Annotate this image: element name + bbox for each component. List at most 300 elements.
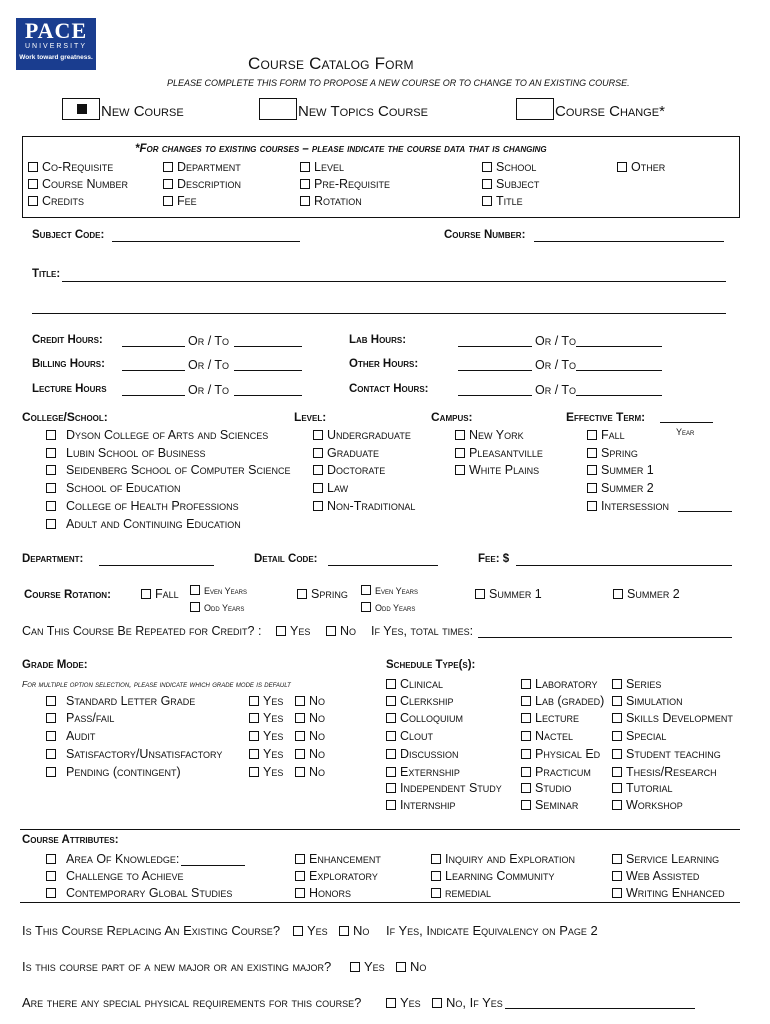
checkbox-icon (46, 854, 56, 864)
checkbox-icon (28, 162, 38, 172)
repeat-times-label: If Yes, total times: (371, 624, 474, 638)
schedule-discussion[interactable] (386, 747, 459, 761)
other-hours-label: Other Hours: (349, 358, 419, 370)
lecture-hours-to-field[interactable] (234, 395, 302, 396)
checkbox-icon (350, 962, 360, 972)
checkbox-icon (612, 854, 622, 864)
other-hours-field[interactable] (458, 370, 532, 371)
option-label: Yes (290, 624, 311, 638)
attr-writing-enhanced[interactable] (612, 886, 725, 900)
checkbox-icon (46, 731, 56, 741)
checkbox-icon (28, 179, 38, 189)
attr-service-learning[interactable] (612, 852, 719, 866)
checkbox-icon (295, 767, 305, 777)
option-label: Series (626, 677, 662, 691)
schedule-internship[interactable] (386, 798, 455, 812)
checkbox-icon (46, 430, 56, 440)
checkbox-icon (313, 448, 323, 458)
grade-pending-no[interactable] (295, 765, 325, 779)
grade-satisfactory-yes[interactable] (249, 747, 283, 761)
schedule-thesis-research[interactable] (612, 765, 717, 779)
schedule-series[interactable] (612, 677, 661, 691)
checkbox-icon (455, 430, 465, 440)
option-label: Title (496, 194, 523, 208)
grade-pending-yes[interactable] (249, 765, 283, 779)
option-label: Enhancement (309, 852, 381, 866)
checkbox-icon (521, 783, 531, 793)
course-number-field[interactable] (534, 241, 724, 242)
checkbox-icon (482, 179, 492, 189)
option-label: Special (626, 729, 667, 743)
schedule-skills-development[interactable] (612, 711, 733, 725)
option-label: Pre-Requisite (314, 177, 391, 191)
checkbox-icon (386, 713, 396, 723)
option-label: Inquiry and Exploration (445, 852, 575, 866)
schedule-externship[interactable] (386, 765, 460, 779)
term-intersession[interactable] (587, 499, 669, 513)
checkbox-icon (249, 749, 259, 759)
fee-field[interactable] (516, 565, 732, 566)
intersession-field[interactable] (678, 511, 732, 512)
college-education[interactable] (46, 481, 180, 495)
attr-enhancement[interactable] (295, 852, 381, 866)
college-dyson[interactable] (46, 428, 268, 442)
checkbox-icon (300, 162, 310, 172)
repeat-no[interactable] (326, 624, 356, 638)
checkbox-icon (521, 731, 531, 741)
change-subject[interactable] (482, 177, 539, 191)
college-lubin[interactable] (46, 446, 206, 460)
option-label: Writing Enhanced (626, 886, 725, 900)
checkbox-icon (587, 501, 597, 511)
option-label: No (340, 624, 357, 638)
option-label: No (309, 694, 326, 708)
option-label: Contemporary Global Studies (66, 886, 233, 900)
option-label: Undergraduate (327, 428, 411, 442)
checkbox-icon (361, 585, 371, 595)
change-rotation[interactable] (300, 194, 362, 208)
lab-hours-to-field[interactable] (576, 346, 662, 347)
term-spring[interactable] (587, 446, 638, 460)
grade-pass-yes[interactable] (249, 711, 283, 725)
checkbox-icon (431, 871, 441, 881)
area-of-knowledge-field[interactable] (181, 865, 245, 866)
option-label: Pass/fail (66, 711, 115, 725)
new-course-label: New Course (101, 103, 184, 120)
option-label: Clerkship (400, 694, 454, 708)
schedule-clerkship[interactable] (386, 694, 454, 708)
checkbox-icon (295, 888, 305, 898)
attr-exploratory[interactable] (295, 869, 378, 883)
checkbox-icon (613, 589, 623, 599)
option-label: Audit (66, 729, 96, 743)
checkbox-icon (386, 696, 396, 706)
checkbox-icon (386, 800, 396, 810)
attr-challenge-to-achieve[interactable] (46, 869, 183, 883)
checkbox-icon (431, 888, 441, 898)
checkbox-icon (46, 713, 56, 723)
option-label: Pending (contingent) (66, 765, 181, 779)
checkbox-icon (46, 483, 56, 493)
checkbox-icon (295, 713, 305, 723)
attr-learning-community[interactable] (431, 869, 554, 883)
grade-satisfactory[interactable] (46, 747, 222, 761)
grade-standard-no[interactable] (295, 694, 325, 708)
option-label: Yes (263, 711, 284, 725)
option-label: School of Education (66, 481, 181, 495)
checkbox-icon (313, 430, 323, 440)
lab-hours-label: Lab Hours: (349, 334, 407, 346)
page-subtitle: PLEASE COMPLETE THIS FORM TO PROPOSE A NEW COURSE OR TO CHANGE TO AN EXISTING COURSE. (167, 78, 630, 88)
repeat-yes[interactable] (276, 624, 310, 638)
grade-mode-note: For multiple option selection, please indicate which grade mode is default (22, 679, 291, 689)
checkbox-icon (46, 448, 56, 458)
replacing-no[interactable] (339, 923, 369, 938)
course-attributes-label: Course Attributes: (22, 834, 119, 846)
replacing-course-question: Is This Course Replacing An Existing Course? (22, 923, 281, 938)
option-label: Practicum (535, 765, 591, 779)
campus-white-plains[interactable] (455, 463, 539, 477)
replacing-yes[interactable] (293, 923, 328, 938)
logo-wordmark: PACE (24, 18, 88, 43)
logo-university: UNIVERSITY (24, 43, 87, 50)
checkbox-icon (612, 696, 622, 706)
campus-label: Campus: (431, 410, 473, 424)
checkbox-icon (190, 602, 200, 612)
level-undergraduate[interactable] (313, 428, 411, 442)
schedule-studio[interactable] (521, 781, 571, 795)
option-label: Tutorial (626, 781, 673, 795)
checkbox-icon (521, 749, 531, 759)
option-label: Yes (400, 995, 421, 1010)
campus-new-york[interactable] (455, 428, 524, 442)
grade-standard-yes[interactable] (249, 694, 283, 708)
schedule-independent-study[interactable] (386, 781, 502, 795)
option-label: Intersession (601, 499, 669, 513)
checkbox-icon (396, 962, 406, 972)
change-credits[interactable] (28, 194, 84, 208)
subject-code-field[interactable] (112, 241, 300, 242)
department-field[interactable] (99, 565, 214, 566)
option-label: Course Number (42, 177, 129, 191)
course-change-checkbox[interactable] (516, 98, 554, 120)
option-label: Studio (535, 781, 572, 795)
rotation-spring-odd[interactable] (361, 602, 415, 613)
option-label: Colloquium (400, 711, 464, 725)
checkbox-icon (587, 430, 597, 440)
checkbox-icon (386, 679, 396, 689)
physical-no[interactable] (432, 995, 503, 1010)
schedule-special[interactable] (612, 729, 666, 743)
checkbox-icon (386, 783, 396, 793)
or-to-label: Or / To (188, 334, 230, 348)
attr-remedial[interactable] (431, 886, 491, 900)
option-label: Rotation (314, 194, 362, 208)
rotation-fall[interactable] (141, 587, 179, 601)
or-to-label: Or / To (535, 334, 577, 348)
option-label: Thesis/Research (626, 765, 717, 779)
option-label: School (496, 160, 537, 174)
other-hours-to-field[interactable] (576, 370, 662, 371)
checkbox-icon (46, 501, 56, 511)
level-non-traditional[interactable] (313, 499, 415, 513)
title-field-line2[interactable] (32, 313, 726, 314)
schedule-tutorial[interactable] (612, 781, 672, 795)
rotation-spring-even[interactable] (361, 585, 418, 596)
billing-hours-to-field[interactable] (234, 370, 302, 371)
attr-web-assisted[interactable] (612, 869, 699, 883)
schedule-physical-ed[interactable] (521, 747, 600, 761)
major-no[interactable] (396, 959, 426, 974)
option-label: Externship (400, 765, 460, 779)
schedule-student-teaching[interactable] (612, 747, 721, 761)
major-question: Is this course part of a new major or an existing major? (22, 959, 332, 974)
option-label: Summer 2 (601, 481, 654, 495)
change-fee[interactable] (163, 194, 197, 208)
attr-inquiry-exploration[interactable] (431, 852, 575, 866)
checkbox-icon (617, 162, 627, 172)
checkbox-icon (297, 589, 307, 599)
option-label: Yes (307, 923, 328, 938)
option-label: Even Years (375, 586, 419, 596)
change-course-number[interactable] (28, 177, 128, 191)
change-department[interactable] (163, 160, 241, 174)
level-graduate[interactable] (313, 446, 379, 460)
college-health[interactable] (46, 499, 239, 513)
checkbox-icon (46, 696, 56, 706)
detail-code-label: Detail Code: (254, 553, 318, 565)
campus-pleasantville[interactable] (455, 446, 543, 460)
changes-header: *For changes to existing courses – please indicate the course data that is changing (135, 143, 547, 155)
schedule-colloquium[interactable] (386, 711, 463, 725)
level-label: Level: (294, 410, 327, 424)
schedule-simulation[interactable] (612, 694, 683, 708)
attributes-divider-top (20, 829, 740, 830)
rotation-spring[interactable] (297, 587, 348, 601)
checkbox-icon (587, 483, 597, 493)
option-label: Skills Development (626, 711, 733, 725)
option-label: Simulation (626, 694, 683, 708)
new-course-checkbox[interactable] (62, 98, 100, 120)
option-label: Exploratory (309, 869, 378, 883)
effective-term-field[interactable] (660, 422, 713, 423)
option-label: Fall (155, 587, 179, 601)
credit-hours-to-field[interactable] (234, 346, 302, 347)
checkbox-icon (249, 731, 259, 741)
checkbox-icon (612, 800, 622, 810)
schedule-practicum[interactable] (521, 765, 591, 779)
college-label: College/School: (22, 410, 108, 424)
level-doctorate[interactable] (313, 463, 385, 477)
credit-hours-field[interactable] (122, 346, 185, 347)
college-seidenberg[interactable] (46, 463, 290, 477)
physical-yes[interactable] (386, 995, 421, 1010)
checkbox-icon (295, 871, 305, 881)
checkbox-icon (521, 767, 531, 777)
checkbox-icon (455, 465, 465, 475)
checkbox-icon (386, 998, 396, 1008)
option-label: Area Of Knowledge: (66, 852, 180, 866)
checkbox-icon (46, 871, 56, 881)
checkbox-icon (249, 767, 259, 777)
term-summer-2[interactable] (587, 481, 654, 495)
option-label: Spring (311, 587, 348, 601)
rotation-fall-odd[interactable] (190, 602, 244, 613)
checkbox-icon (612, 767, 622, 777)
option-label: Web Assisted (626, 869, 700, 883)
grade-mode-label: Grade Mode: (22, 659, 88, 671)
checkbox-icon (163, 179, 173, 189)
grade-pending[interactable] (46, 765, 181, 779)
schedule-nactel[interactable] (521, 729, 573, 743)
option-label: Subject (496, 177, 540, 191)
checkbox-icon (141, 589, 151, 599)
checkbox-icon (612, 713, 622, 723)
attr-honors[interactable] (295, 886, 351, 900)
contact-hours-label: Contact Hours: (349, 383, 429, 395)
grade-audit[interactable] (46, 729, 95, 743)
option-label: Workshop (626, 798, 683, 812)
checkbox-icon (46, 519, 56, 529)
checkbox-icon (295, 731, 305, 741)
checkbox-icon (482, 196, 492, 206)
attr-area-of-knowledge[interactable] (46, 852, 179, 866)
change-pre-requisite[interactable] (300, 177, 390, 191)
lab-hours-field[interactable] (458, 346, 532, 347)
lecture-hours-field[interactable] (122, 395, 185, 396)
checkbox-icon (300, 179, 310, 189)
or-to-label: Or / To (188, 383, 230, 397)
option-label: Summer 1 (601, 463, 654, 477)
change-level[interactable] (300, 160, 344, 174)
option-label: Law (327, 481, 349, 495)
page-title: Course Catalog Form (248, 54, 414, 73)
option-label: Laboratory (535, 677, 598, 691)
option-label: Other (631, 160, 666, 174)
repeat-times-field[interactable] (478, 637, 732, 638)
option-label: Standard Letter Grade (66, 694, 196, 708)
option-label: Co-Requisite (42, 160, 114, 174)
fee-label: Fee: $ (478, 553, 510, 565)
option-label: Yes (263, 747, 284, 761)
option-label: Dyson College of Arts and Sciences (66, 428, 269, 442)
billing-hours-label: Billing Hours: (32, 358, 105, 370)
change-other[interactable] (617, 160, 665, 174)
option-label: Learning Community (445, 869, 555, 883)
college-adult-education[interactable] (46, 517, 241, 531)
option-label: Honors (309, 886, 352, 900)
option-label: Seminar (535, 798, 579, 812)
detail-code-field[interactable] (328, 565, 438, 566)
attr-contemporary-global[interactable] (46, 886, 232, 900)
level-law[interactable] (313, 481, 348, 495)
contact-hours-to-field[interactable] (576, 395, 662, 396)
option-label: New York (469, 428, 524, 442)
or-to-label: Or / To (535, 383, 577, 397)
option-label: Lecture (535, 711, 579, 725)
checkbox-icon (386, 749, 396, 759)
option-label: Credits (42, 194, 85, 208)
checkbox-icon (521, 696, 531, 706)
term-summer-1[interactable] (587, 463, 654, 477)
attributes-divider-bottom (20, 902, 740, 903)
term-fall[interactable] (587, 428, 625, 442)
checkbox-icon (521, 679, 531, 689)
grade-audit-no[interactable] (295, 729, 325, 743)
option-label: Internship (400, 798, 456, 812)
option-label: Yes (263, 694, 284, 708)
option-label: Nactel (535, 729, 574, 743)
checkbox-icon (295, 749, 305, 759)
contact-hours-field[interactable] (458, 395, 532, 396)
schedule-clinical[interactable] (386, 677, 443, 691)
checkbox-icon (293, 926, 303, 936)
option-label: Non-Traditional (327, 499, 416, 513)
major-yes[interactable] (350, 959, 385, 974)
checkbox-icon (432, 998, 442, 1008)
checkbox-icon (587, 448, 597, 458)
option-label: remedial (445, 886, 492, 900)
checkbox-icon (339, 926, 349, 936)
schedule-seminar[interactable] (521, 798, 578, 812)
change-description[interactable] (163, 177, 241, 191)
new-topics-course-checkbox[interactable] (259, 98, 297, 120)
checkbox-icon (612, 749, 622, 759)
checkbox-icon (455, 448, 465, 458)
new-topics-course-label: New Topics Course (298, 103, 428, 120)
checkbox-icon (249, 696, 259, 706)
billing-hours-field[interactable] (122, 370, 185, 371)
option-label: Summer 1 (489, 587, 542, 601)
checkbox-icon (612, 731, 622, 741)
grade-pass-fail[interactable] (46, 711, 114, 725)
schedule-lab-graded[interactable] (521, 694, 604, 708)
logo-tagline: Work toward greatness. (19, 54, 93, 61)
checkbox-icon (46, 465, 56, 475)
checkbox-icon (475, 589, 485, 599)
schedule-clout[interactable] (386, 729, 433, 743)
rotation-summer-1[interactable] (475, 587, 542, 601)
option-label: Doctorate (327, 463, 386, 477)
schedule-workshop[interactable] (612, 798, 683, 812)
title-field[interactable] (62, 281, 726, 282)
change-school[interactable] (482, 160, 536, 174)
change-title[interactable] (482, 194, 523, 208)
option-label: Physical Ed (535, 747, 601, 761)
grade-standard[interactable] (46, 694, 195, 708)
checkbox-icon (612, 679, 622, 689)
title-label: Title: (32, 268, 61, 280)
grade-satisfactory-no[interactable] (295, 747, 325, 761)
grade-pass-no[interactable] (295, 711, 325, 725)
option-label: Satisfactory/Unsatisfactory (66, 747, 223, 761)
option-label: No (309, 711, 326, 725)
rotation-fall-even[interactable] (190, 585, 247, 596)
checkbox-icon (612, 871, 622, 881)
change-co-requisite[interactable] (28, 160, 113, 174)
schedule-lecture[interactable] (521, 711, 579, 725)
checkbox-icon (587, 465, 597, 475)
grade-audit-yes[interactable] (249, 729, 283, 743)
schedule-laboratory[interactable] (521, 677, 597, 691)
option-label: Lab (graded) (535, 694, 605, 708)
rotation-summer-2[interactable] (613, 587, 680, 601)
physical-requirements-field[interactable] (505, 1008, 695, 1009)
option-label: No (309, 765, 326, 779)
course-change-label: Course Change* (555, 103, 665, 120)
checkbox-icon (276, 626, 286, 636)
option-label: Odd Years (375, 603, 416, 613)
